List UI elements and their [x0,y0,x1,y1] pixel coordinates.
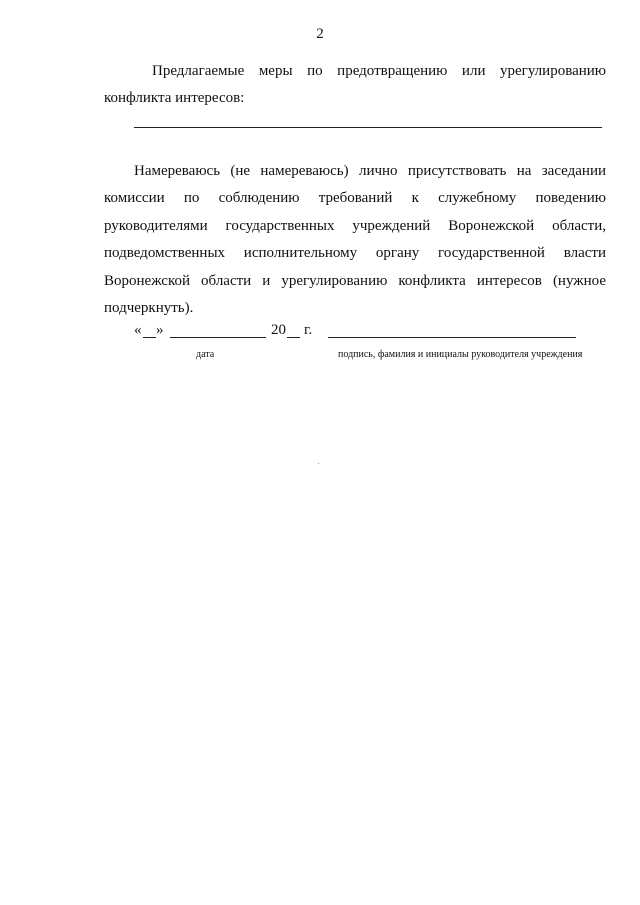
date-quote-close: » [156,322,164,338]
proposed-measures-paragraph: Предлагаемые меры по предотвращению или урегулированию конфликта интересов: [104,63,606,106]
attendance-intent-paragraph: Намереваюсь (не намереваюсь) лично присутствовать на заседании комиссии по соблюдению требований к служебному поведению руководителями государственных учреждений Воронежской области, подведомственных исполнительному органу государственной власти Воронежской области и урегулированию конфликта интересов (нужное подчеркнуть). [104,163,606,317]
month-blank-line [170,337,266,338]
date-caption: дата [196,349,215,360]
signature-blank-line [328,337,576,338]
year-blank-line [287,337,300,338]
day-blank-line [143,337,156,338]
year-suffix: г. [304,322,313,338]
proposed-measures-fill-line [134,127,602,128]
signature-row [0,322,640,344]
page-number: 2 [316,26,324,42]
signature-caption: подпись, фамилия и инициалы руководителя учреждения [338,349,583,360]
scan-speck [318,463,319,464]
date-quote-open: « [134,322,142,338]
year-prefix: 20 [271,322,286,338]
